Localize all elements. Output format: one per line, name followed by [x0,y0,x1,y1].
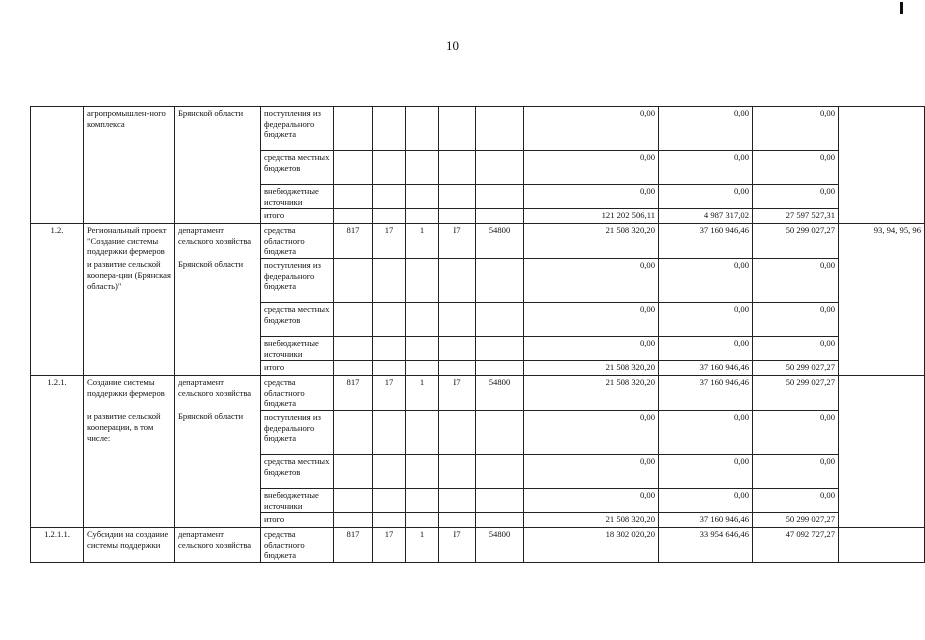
cell-amount-year-2: 4 987 317,02 [659,209,753,224]
table-row [31,528,925,563]
cell-code-om [439,513,476,528]
cell-code-grbs [334,209,373,224]
cell-code-direction: 54800 [476,224,524,259]
cell-funding-source: средства областного бюджета [261,224,334,259]
cell-code-gp [373,258,406,302]
cell-event-name: агропромышлен-ного комплекса [84,107,175,151]
cell-executor [175,513,261,528]
cell-code-grbs [334,336,373,360]
cell-event-name: Региональный проект "Создание системы поддержки фермеров [84,224,175,259]
cell-event-name [84,513,175,528]
table-row [31,302,925,336]
cell-event-name [84,302,175,336]
cell-amount-year-1: 0,00 [524,302,659,336]
cell-code-grbs [334,185,373,209]
cell-amount-year-2: 0,00 [659,151,753,185]
cell-number: 1.2.1. [31,376,84,411]
cell-executor: департамент сельского хозяйства [175,224,261,259]
cell-code-gp [373,107,406,151]
cell-code-gp: 17 [373,376,406,411]
cell-code-pgp [406,410,439,454]
cell-number [31,488,84,512]
cell-code-pgp: 1 [406,528,439,563]
cell-code-grbs [334,258,373,302]
cell-amount-year-2: 37 160 946,46 [659,513,753,528]
cell-executor [175,185,261,209]
cell-funding-source: итого [261,209,334,224]
cell-event-name: Субсидии на создание системы поддержки [84,528,175,563]
table-row [31,513,925,528]
cell-event-name [84,336,175,360]
cell-number [31,513,84,528]
cell-number [31,454,84,488]
cell-code-om [439,258,476,302]
cell-amount-year-2: 0,00 [659,302,753,336]
cell-amount-year-3: 0,00 [753,454,839,488]
cell-amount-year-1: 21 508 320,20 [524,376,659,411]
cell-funding-source: поступления из федерального бюджета [261,107,334,151]
cell-code-om [439,410,476,454]
cell-code-grbs [334,107,373,151]
cell-number [31,410,84,454]
cell-code-direction [476,302,524,336]
cell-code-direction [476,488,524,512]
cell-code-gp [373,410,406,454]
cell-code-direction [476,513,524,528]
cell-amount-year-1: 0,00 [524,488,659,512]
cell-code-pgp [406,302,439,336]
cell-funding-source: внебюджетные источники [261,185,334,209]
cell-amount-year-1: 18 302 020,20 [524,528,659,563]
cell-indicator-ref [839,185,925,209]
cell-code-pgp [406,336,439,360]
cell-event-name [84,361,175,376]
table-row [31,151,925,185]
table-row [31,336,925,360]
cell-code-direction [476,258,524,302]
cell-code-gp [373,454,406,488]
cell-funding-source: внебюджетные источники [261,336,334,360]
table-row [31,376,925,411]
cell-indicator-ref [839,258,925,302]
cell-executor [175,361,261,376]
cell-event-name: Создание системы поддержки фермеров [84,376,175,411]
cell-code-pgp [406,488,439,512]
cell-code-om [439,185,476,209]
table-row [31,224,925,259]
cell-code-pgp [406,258,439,302]
cell-amount-year-3: 50 299 027,27 [753,361,839,376]
cell-number [31,302,84,336]
cell-indicator-ref [839,107,925,151]
cell-code-pgp [406,361,439,376]
cell-event-name [84,151,175,185]
cell-indicator-ref [839,454,925,488]
cell-executor [175,209,261,224]
cell-amount-year-3: 50 299 027,27 [753,224,839,259]
table-row [31,209,925,224]
cell-executor [175,302,261,336]
cell-code-pgp [406,185,439,209]
cell-executor [175,336,261,360]
cell-funding-source: средства местных бюджетов [261,454,334,488]
cell-code-grbs [334,454,373,488]
cell-indicator-ref [839,488,925,512]
cell-code-gp [373,361,406,376]
edge-scan-mark [900,2,903,14]
cell-indicator-ref [839,209,925,224]
cell-amount-year-3: 50 299 027,27 [753,513,839,528]
cell-executor: Брянской области [175,410,261,454]
cell-amount-year-2: 33 954 646,46 [659,528,753,563]
cell-code-grbs [334,410,373,454]
cell-event-name [84,209,175,224]
cell-event-name: и развитие сельской кооперации, в том числе: [84,410,175,454]
cell-amount-year-1: 0,00 [524,107,659,151]
cell-code-grbs: 817 [334,376,373,411]
cell-amount-year-1: 21 508 320,20 [524,224,659,259]
cell-code-pgp [406,209,439,224]
budget-table [30,106,925,563]
table-row [31,361,925,376]
cell-amount-year-3: 27 597 527,31 [753,209,839,224]
cell-code-pgp [406,454,439,488]
cell-amount-year-2: 0,00 [659,488,753,512]
cell-amount-year-1: 0,00 [524,258,659,302]
cell-code-gp [373,336,406,360]
cell-code-gp: 17 [373,224,406,259]
cell-code-pgp [406,513,439,528]
cell-code-grbs [334,361,373,376]
table-row [31,258,925,302]
cell-amount-year-3: 47 092 727,27 [753,528,839,563]
table-row [31,454,925,488]
cell-code-om [439,209,476,224]
cell-indicator-ref: 93, 94, 95, 96 [839,224,925,259]
cell-funding-source: средства местных бюджетов [261,302,334,336]
cell-code-direction [476,151,524,185]
cell-executor: Брянской области [175,107,261,151]
page-number: 10 [446,38,459,53]
cell-funding-source: итого [261,513,334,528]
cell-code-direction [476,336,524,360]
cell-amount-year-1: 21 508 320,20 [524,513,659,528]
cell-code-gp [373,302,406,336]
cell-number [31,151,84,185]
table-row [31,488,925,512]
cell-code-direction [476,107,524,151]
cell-amount-year-1: 0,00 [524,336,659,360]
cell-indicator-ref [839,513,925,528]
cell-executor: департамент сельского хозяйства [175,376,261,411]
cell-funding-source: внебюджетные источники [261,488,334,512]
cell-amount-year-1: 0,00 [524,410,659,454]
cell-number [31,209,84,224]
cell-amount-year-2: 37 160 946,46 [659,224,753,259]
cell-indicator-ref [839,376,925,411]
cell-executor: департамент сельского хозяйства [175,528,261,563]
cell-executor [175,151,261,185]
cell-amount-year-1: 121 202 506,11 [524,209,659,224]
cell-code-direction [476,410,524,454]
cell-executor: Брянской области [175,258,261,302]
cell-code-om [439,488,476,512]
cell-code-direction: 54800 [476,528,524,563]
cell-code-pgp: 1 [406,224,439,259]
cell-code-gp [373,488,406,512]
cell-code-gp [373,151,406,185]
cell-code-grbs [334,513,373,528]
cell-code-grbs: 817 [334,528,373,563]
cell-code-gp: 17 [373,528,406,563]
cell-event-name [84,488,175,512]
cell-amount-year-1: 0,00 [524,185,659,209]
cell-number [31,336,84,360]
cell-amount-year-3: 0,00 [753,258,839,302]
cell-executor [175,488,261,512]
cell-indicator-ref [839,410,925,454]
cell-code-grbs [334,151,373,185]
cell-event-name [84,454,175,488]
cell-funding-source: средства областного бюджета [261,528,334,563]
cell-funding-source: средства местных бюджетов [261,151,334,185]
cell-event-name: и развитие сельской коопера-ции (Брянская область)" [84,258,175,302]
cell-code-direction [476,454,524,488]
cell-amount-year-3: 0,00 [753,302,839,336]
cell-amount-year-2: 0,00 [659,185,753,209]
cell-amount-year-2: 37 160 946,46 [659,361,753,376]
table-row [31,107,925,151]
cell-amount-year-2: 37 160 946,46 [659,376,753,411]
cell-code-om [439,361,476,376]
cell-number [31,258,84,302]
cell-amount-year-3: 50 299 027,27 [753,376,839,411]
cell-code-pgp [406,151,439,185]
cell-number [31,185,84,209]
table-row [31,410,925,454]
cell-funding-source: поступления из федерального бюджета [261,410,334,454]
cell-indicator-ref [839,302,925,336]
cell-code-om: I7 [439,376,476,411]
cell-code-direction [476,209,524,224]
cell-amount-year-3: 0,00 [753,336,839,360]
cell-code-gp [373,209,406,224]
cell-funding-source: поступления из федерального бюджета [261,258,334,302]
cell-code-om: I7 [439,224,476,259]
table-row [31,185,925,209]
cell-code-om [439,107,476,151]
cell-indicator-ref [839,361,925,376]
cell-amount-year-1: 21 508 320,20 [524,361,659,376]
cell-executor [175,454,261,488]
cell-code-direction [476,361,524,376]
cell-code-direction: 54800 [476,376,524,411]
cell-code-direction [476,185,524,209]
cell-amount-year-2: 0,00 [659,454,753,488]
cell-code-om [439,454,476,488]
cell-code-om [439,336,476,360]
cell-indicator-ref [839,528,925,563]
cell-event-name [84,185,175,209]
cell-amount-year-2: 0,00 [659,336,753,360]
cell-code-pgp [406,107,439,151]
cell-number: 1.2.1.1. [31,528,84,563]
cell-number [31,107,84,151]
cell-funding-source: средства областного бюджета [261,376,334,411]
cell-amount-year-3: 0,00 [753,488,839,512]
cell-amount-year-3: 0,00 [753,410,839,454]
cell-code-gp [373,513,406,528]
cell-code-om [439,302,476,336]
cell-code-gp [373,185,406,209]
cell-code-grbs [334,302,373,336]
cell-indicator-ref [839,336,925,360]
cell-code-grbs: 817 [334,224,373,259]
cell-code-om: I7 [439,528,476,563]
cell-number [31,361,84,376]
cell-amount-year-3: 0,00 [753,151,839,185]
cell-number: 1.2. [31,224,84,259]
cell-amount-year-3: 0,00 [753,107,839,151]
cell-amount-year-2: 0,00 [659,410,753,454]
cell-indicator-ref [839,151,925,185]
cell-amount-year-2: 0,00 [659,107,753,151]
cell-code-om [439,151,476,185]
cell-amount-year-1: 0,00 [524,151,659,185]
cell-code-grbs [334,488,373,512]
cell-amount-year-1: 0,00 [524,454,659,488]
cell-code-pgp: 1 [406,376,439,411]
cell-funding-source: итого [261,361,334,376]
cell-amount-year-3: 0,00 [753,185,839,209]
cell-amount-year-2: 0,00 [659,258,753,302]
